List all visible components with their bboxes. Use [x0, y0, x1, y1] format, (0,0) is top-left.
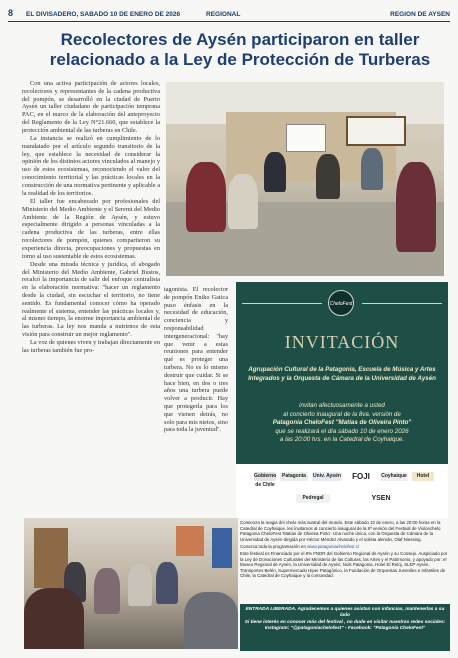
- invitation-line: al concierto inaugural de la 8va. versión de: [283, 410, 401, 418]
- festival-notice: [240, 520, 450, 651]
- notice-text: Conozca toda la programación en: [240, 543, 308, 549]
- notice-paragraph: Comienza la magia del chelo más austral del mundo. Este sábado 10 de enero, a las 20:00 horas en la Catedral de Coyhaique, les invitamos al concierto inaugural de la 8ª versión del Festival de Violonchelo Patagonia CheloFest 'Matías de Oliveira Pinto'. Una noche única, con la Orquesta de Cámara de la Universidad de Aysén dirigida por Héctor Méndez Alvarado y el solista alemán, Olaf Niessing.: [240, 520, 441, 542]
- invitation-organizers: Agrupación Cultural de la Patagonia, Escuela de Música y Artes Integrados y la Orquesta de Cámara de la Universidad de Aysén: [248, 366, 436, 382]
- sponsor-logo: FOJI: [346, 472, 376, 481]
- notice-banner: [240, 604, 450, 651]
- newspaper-dateline: EL DIVISADERO, SABADO 10 DE ENERO DE 2026: [26, 11, 181, 18]
- festival-name: Patagonia CheloFest "Matías de Oliveira Pinto": [272, 419, 412, 427]
- sponsor-logo: Coyhaique: [381, 473, 407, 479]
- sponsor-logo: Pedregal: [296, 494, 330, 503]
- sponsor-logos: [236, 464, 448, 518]
- section-label: REGIONAL: [206, 11, 241, 18]
- sponsor-logo: Gobierno de Chile: [254, 473, 277, 488]
- article-column-3: tagonista. El recolector de pompón Eniko Gatica puso énfasis en la necesidad de educación, conciencia y responsabilidad intergeneracional: "hay que venir a estas reuniones para entender qué es proteger una turbera. No es lo mismo destruir que cuidar. Si se hace bien, en dos o tres años una turbera puede volver a producir. Hay que protegerla para los que vienen detrás, no solo para mis nietos, sino para toda la juventud".: [164, 286, 228, 434]
- participants-photo: [24, 518, 238, 649]
- article-paragraph: La voz de quienes viven y trabajan directamente en las turberas también fue pro-: [22, 339, 160, 355]
- page-header: [8, 10, 450, 22]
- article-paragraph: La instancia se realizó en cumplimiento de lo mandatado por el artículo segundo transitorio de la ley, que establece la necesidad de considerar la opinión de los distintos actores vinculados al manejo y uso de estos ecosistemas, reconociendo el valor del conocimiento territorial y las prácticas locales en la construcción de una normativa pertinente y aplicable a la realidad de los territorios.: [22, 135, 160, 197]
- sponsor-logo: YSEN: [366, 494, 396, 503]
- invitation-line: a las 20:00 hrs. en la Catedral de Coyhaique.: [279, 436, 405, 444]
- invitation-body: [246, 402, 438, 445]
- invitation-line: invitan afectuosamente a usted: [299, 402, 385, 409]
- workshop-photo: [166, 82, 444, 276]
- region-label: REGION DE AYSEN: [390, 11, 450, 18]
- window: [346, 116, 406, 146]
- projector-screen: [286, 124, 326, 152]
- invitation-line: que se realizará el día sábado 10 de enero 2026: [275, 427, 409, 435]
- sponsor-logo: Univ. Aysén: [313, 473, 341, 479]
- article-paragraph: El taller fue encabezado por profesionales del Ministerio del Medio Ambiente y el Seremi del Medio Ambiente de la Región de Aysén, y estuvo especialmente dirigido a personas vinculadas a la cadena productiva de las turberas, entre ellas recolectores de pompón, quienes compartieron su experiencia directa, preocupaciones y propuestas en torno al uso sustentable de estos ecosistemas.: [22, 197, 160, 260]
- notice-paragraph: Este festival es Financiado por el 8% FNDR del Gobierno Regional de Aysén y su Consejo. Auspiciado por la Ley de Donaciones Culturales del Ministerio de las Culturas, las Artes y el Patrimonio, y apoyado por: el Museo Regional de Aysén, la Universidad de Aysén, Nols Patagonia, Hotel El Reloj, SLEP Aysén, Transportes Belén, Supermercado Hiper Patagónico, la Fundación de Orquestas Juveniles e Infantiles de Chile, la Catedral de Coyhaique y la comunidad.: [240, 550, 448, 579]
- notice-banner-line: ENTRADA LIBERADA. Agradecemos a quienes asistan con infancias, mantenerlas a su lado: [245, 607, 445, 619]
- article-paragraph: Con una activa participación de actores locales, recolectores y representantes de la cadena productiva del pompón, se desarrolló en la ciudad de Puerto Aysén un taller ciudadano de participación temprana PAC, en el marco de la elaboración del anteproyecto del Reglamento de la Ley N°21.660, que establece la protección ambiental de las turberas en Chile.: [22, 80, 160, 134]
- article-column-1: [22, 80, 160, 355]
- sponsor-logo: Patagonia: [280, 472, 308, 481]
- sponsor-logo: Hotel: [412, 472, 434, 481]
- notice-paragraph: [240, 544, 450, 550]
- chelofest-logo: CheloFest: [328, 290, 354, 316]
- article-headline: Recolectores de Aysén participaron en taller relacionado a la Ley de Protección de Turberas: [49, 30, 431, 69]
- notice-banner-line: Instagram: "@patagoniachelofest" - Facebook: "Patagonia CheloFest": [264, 626, 426, 632]
- page-number: 8: [8, 8, 14, 18]
- article-paragraph: Desde una mirada técnica y jurídica, el abogado del Ministerio del Medio Ambiente, Gabriel Bustos, recalcó la importancia de salir del enfoque centralista en la elaboración normativa: "hacer un reglamento desde la ciudad, sin escuchar el territorio, no tiene sentido. Es fundamental conocer cómo ha operado realmente el sistema, entender las prácticas locales y, al mismo tiempo, la enorme importancia ambiental de las turberas. La ley nos manda a nutrirnos de esta visión para construir un mejor reglamento".: [22, 260, 160, 338]
- invitation-title: INVITACIÓN: [284, 332, 400, 352]
- notice-banner-line: Si tiene interés en conocer más del festival , no dude en visitar nuestras redes sociales:: [244, 619, 446, 625]
- festival-link[interactable]: www.patagoniachelofest.cl: [307, 543, 359, 549]
- concert-invitation: [236, 282, 448, 518]
